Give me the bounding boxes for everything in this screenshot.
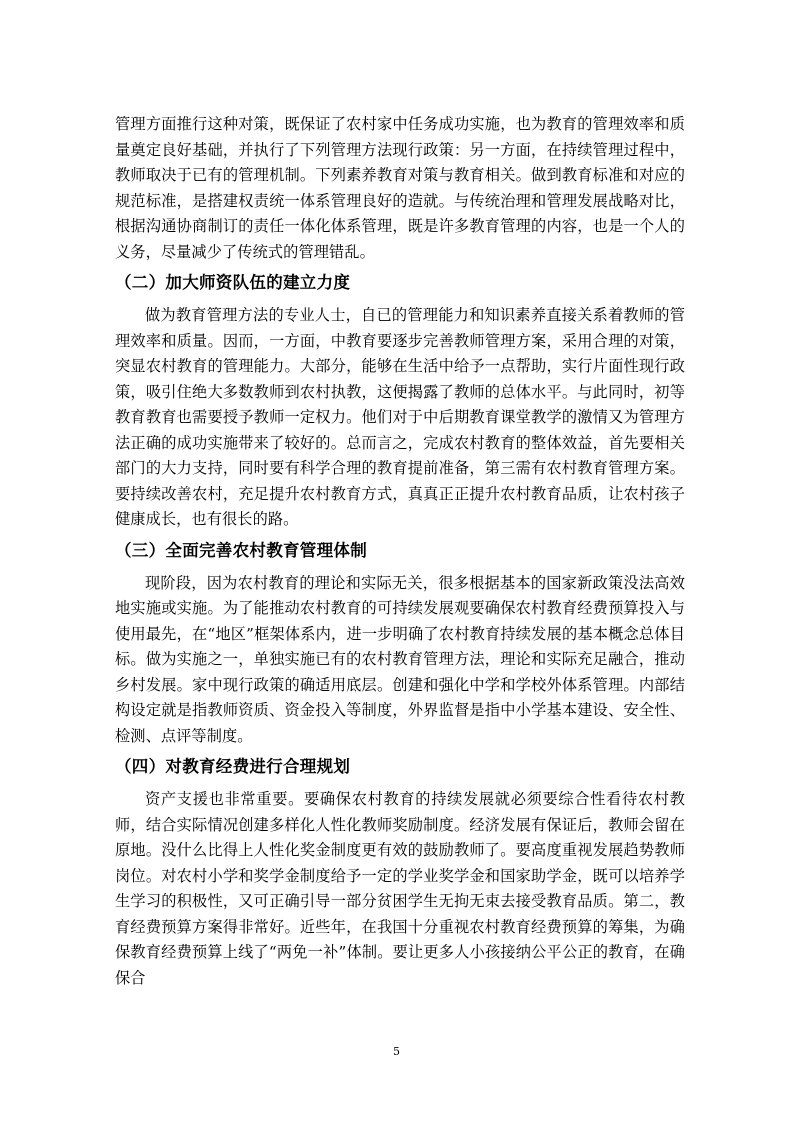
section-paragraph-2: 做为教育管理方法的专业人士，自已的管理能力和知识素养直接关系着教师的管理效率和质量。因而，一方面，中教育要逐步完善教师管理方案，采用合理的对策，突显农村教育的管理能力。大部分，能够在生活中给予一点帮助，实行片面性现行政策，吸引住绝大多数教师到农村执教，这便揭露了教师的总体水平。与此同时，初等教育教育也需要授予教师一定权力。他们对于中后期教育课堂教学的激情又为管理方法正确的成功实施带来了较好的。总而言之，完成农村教育的整体效益，首先要相关部门的大力支持，同时要有科学合理的教育提前准备，第三需有农村教育管理方案。要持续改善农村，充足提升农村教育方式，真真正正提升农村教育品质，让农村孩子健康成长，也有很长的路。 bbox=[115, 306, 685, 528]
intro-paragraph: 管理方面推行这种对策，既保证了农村家中任务成功实施，也为教育的管理效率和质量奠定良好基础，并执行了下列管理方法现行政策：另一方面，在持续管理过程中，教师取决于已有的管理机制。下列素养教育对策与教育相关。做到教育标准和对应的规范标准，是搭建权责统一体系管理良好的造就。与传统治理和管理发展战略对比，根据沟通协商制订的责任一体化体系管理，既是许多教育管理的内容，也是一个人的义务，尽量减少了传统式的管理错乱。 bbox=[115, 115, 685, 261]
section-heading-4: （四）对教育经费进行合理规划 bbox=[115, 757, 351, 776]
section-paragraph-3: 现阶段，因为农村教育的理论和实际无关，很多根据基本的国家新政策没法高效地实施或实施。为了能推动农村教育的可持续发展观要确保农村教育经费预算投入与使用最先，在“地区”框架体系内，进一步明确了农村教育持续发展的基本概念总体目标。做为实施之一，单独实施已有的农村教育管理方法，理论和实际充足融合，推动乡村发展。家中现行政策的确适用底层。创建和强化中学和学校外体系管理。内部结构设定就是指教师资质、资金投入等制度，外界监督是指中小学基本建设、安全性、检测、点评等制度。 bbox=[115, 573, 685, 745]
document-body bbox=[115, 112, 685, 991]
section-heading-3: （三）全面完善农村教育管理体制 bbox=[115, 540, 367, 560]
section-heading-2: （二）加大师资队伍的建立力度 bbox=[115, 273, 351, 292]
section-paragraph-4: 资产支援也非常重要。要确保农村教育的持续发展就必须要综合性看待农村教师，结合实际情况创建多样化人性化教师奖励制度。经济发展有保证后，教师会留在原地。没什么比得上人性化奖金制度更有效的鼓励教师了。要高度重视发展趋势教师岗位。对农村小学和奖学金制度给予一定的学业奖学金和国家助学金，既可以培养学生学习的积极性，又可正确引导一部分贫困学生无拘无束去接受教育品质。第二，教育经费预算方案得非常好。近些年，在我国十分重视农村教育经费预算的筹集，为确保教育经费预算上线了“两免一补”体制。要让更多人小孩接纳公平公正的教育，在确保合 bbox=[115, 790, 685, 987]
page-number: 5 bbox=[393, 1045, 400, 1058]
